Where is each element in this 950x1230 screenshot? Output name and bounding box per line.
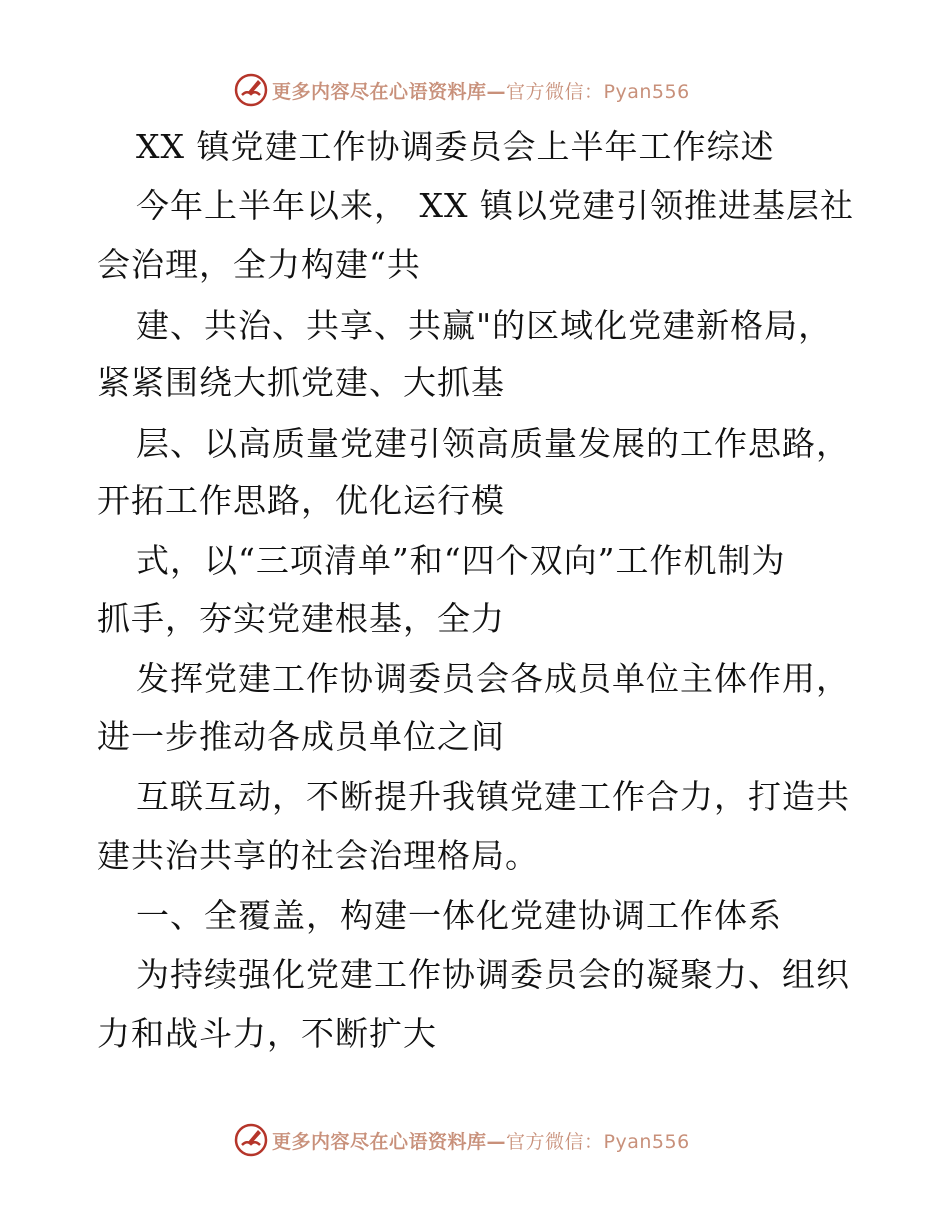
paragraph-line: 式，以“三项清单”和“四个双向”工作机制为 (136, 541, 786, 580)
header-banner (234, 72, 714, 108)
banner-text: 更多内容尽在心语资料库—官方微信：Pyan556 (272, 1130, 690, 1153)
paragraph-line: 建、共治、共享、共赢"的区域化党建新格局， (136, 306, 833, 345)
book-pen-logo-icon (234, 1123, 268, 1157)
paragraph-line: 发挥党建工作协调委员会各成员单位主体作用， (136, 659, 850, 698)
paragraph-line: 互联互动，不断提升我镇党建工作合力，打造共 (136, 777, 850, 816)
section-heading: 一、全覆盖，构建一体化党建协调工作体系 (136, 896, 782, 935)
paragraph-line: 开拓工作思路，优化运行模 (97, 481, 505, 520)
paragraph-line: 会治理，全力构建“共 (97, 245, 421, 284)
footer-banner (234, 1122, 714, 1158)
banner-text: 更多内容尽在心语资料库—官方微信：Pyan556 (272, 80, 690, 103)
document-title: XX 镇党建工作协调委员会上半年工作综述 (136, 127, 775, 166)
book-pen-logo-icon (234, 73, 268, 107)
paragraph-line: 进一步推动各成员单位之间 (97, 717, 505, 756)
paragraph-line: 紧紧围绕大抓党建、大抓基 (97, 363, 505, 402)
paragraph-line: 层、以高质量党建引领高质量发展的工作思路， (136, 424, 850, 463)
paragraph-line: 力和战斗力，不断扩大 (97, 1014, 437, 1053)
paragraph-line: 为持续强化党建工作协调委员会的凝聚力、组织 (136, 955, 850, 994)
paragraph-line: 建共治共享的社会治理格局。 (97, 836, 539, 875)
paragraph-line: 今年上半年以来， XX 镇以党建引领推进基层社 (136, 186, 854, 225)
paragraph-line: 抓手，夯实党建根基，全力 (97, 599, 505, 638)
